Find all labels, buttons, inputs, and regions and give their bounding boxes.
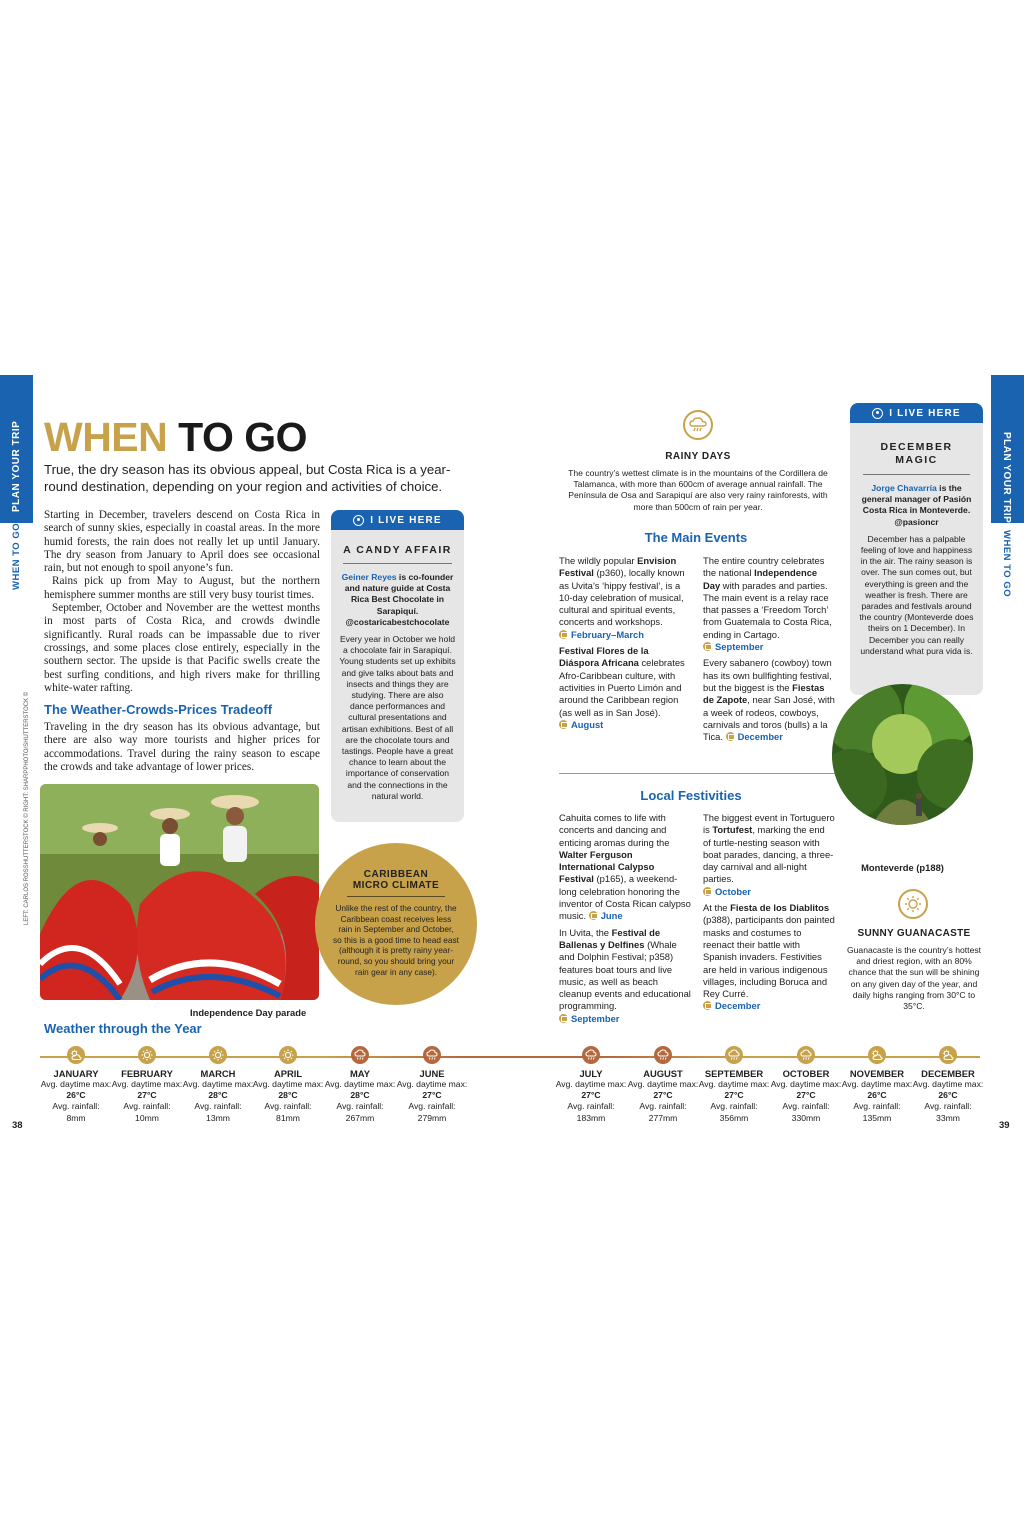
sun-cloud-icon	[67, 1046, 85, 1064]
left-tab-label: PLAN YOUR TRIP	[11, 420, 22, 512]
local-fest-heading: Local Festivities	[640, 788, 742, 803]
month-temp: Avg. daytime max: 27°C	[627, 1079, 699, 1101]
month-temp: Avg. daytime max: 26°C	[841, 1079, 913, 1101]
month-column	[182, 1046, 254, 1124]
page-number-right: 39	[999, 1120, 1010, 1131]
rain-cloud-icon	[797, 1046, 815, 1064]
month-rainfall: Avg. rainfall: 277mm	[639, 1101, 687, 1123]
monteverde-photo	[832, 684, 973, 825]
caribbean-circle	[315, 843, 477, 1005]
month-name: NOVEMBER	[849, 1068, 905, 1079]
december-box-header	[850, 403, 983, 423]
body-text	[44, 509, 320, 695]
month-rainfall: Avg. rainfall: 330mm	[782, 1101, 830, 1123]
month-column	[912, 1046, 984, 1124]
month-temp: Avg. daytime max: 28°C	[252, 1079, 324, 1101]
candy-box-person: Geiner Reyes	[341, 572, 397, 582]
sun-cloud-icon	[939, 1046, 957, 1064]
tradeoff-text: Traveling in the dry season has its obvious advantage, but there are also way more tourists and higher prices for accommodations. Travel during the rainy season to escape the crowds and take advantage of lower prices.	[44, 721, 320, 773]
month-name: APRIL	[273, 1068, 303, 1079]
rain-cloud-icon	[683, 410, 713, 440]
calendar-icon	[726, 732, 735, 741]
december-box-bar-label: I LIVE HERE	[889, 407, 961, 419]
calendar-icon	[703, 642, 712, 651]
december-box-bio-text: is the general manager of Pasión Costa Rica in Monteverde. @pasioncr	[861, 483, 972, 527]
rainy-days-text: The country’s wettest climate is in the mountains of the Cordillera de Talamanca, with more than 600cm of average annual rainfall. The Península de Osa and Sarapiquí are also very rainy rainforests, with more than 500cm of rain per year.	[568, 468, 828, 512]
month-rainfall: Avg. rainfall: 279mm	[408, 1101, 456, 1123]
candy-box-text: Every year in October we hold a chocolate fair in Sarapiquí. Young students set up exhibits and give talks about bats and insects and things they are studying. There are also dance performances and cultural presentations and artisan exhibitions. Best of all are the chocolate tours and tastings. People have a great chance to learn about the importance of conservation and the connections in the natural world.	[339, 634, 456, 801]
month-name: FEBRUARY	[121, 1068, 173, 1079]
title-part1: WHEN	[44, 414, 168, 460]
month-temp: Avg. daytime max: 27°C	[555, 1079, 627, 1101]
caribbean-title: CARIBBEAN MICRO CLIMATE	[352, 869, 440, 891]
main-events-col1	[559, 555, 691, 731]
rainy-days-title: RAINY DAYS	[665, 451, 731, 462]
section-divider	[559, 773, 835, 774]
left-tab-sublabel: WHEN TO GO	[11, 522, 22, 590]
event-item: The entire country celebrates the national Independence Day with parades and parties. The main event is a relay race that passes a ‘Freedom Torch’ from Guatemala to Costa Rica, ending in Cartago. September	[703, 555, 832, 653]
month-temp: Avg. daytime max: 28°C	[182, 1079, 254, 1101]
calendar-icon	[703, 1001, 712, 1010]
candy-box-bio-text: is co-founder and nature guide at Costa Rica Best Chocolate in Sarapiquí. @costaricabestchocolate	[344, 572, 454, 627]
rain-cloud-icon	[725, 1046, 743, 1064]
body-paragraph: Starting in December, travelers descend on Costa Rica in search of sunny skies, especially in coastal areas. In the more humid forests, the rain does not really let up until January. The dry season from January to April does see occasional rain, but not enough to spoil anyone’s fun.	[44, 509, 320, 575]
december-box-bio	[857, 483, 976, 528]
december-box-text: December has a palpable feeling of love and happiness in the air. The rainy season is over. The sun comes out, but everything is green and the weather is fresh. There are parades and festivals around the country (Monteverde does theirs on 1 December). In December you can really understand what pura vida is.	[859, 533, 974, 656]
month-name: JULY	[579, 1068, 603, 1079]
month-name: JUNE	[419, 1068, 445, 1079]
december-box-person: Jorge Chavarría	[871, 483, 937, 493]
calendar-icon	[559, 720, 568, 729]
event-item: Every sabanero (cowboy) town has its own bullfighting festival, but the biggest is the Fiestas de Zapote, near San José, with a week of rodeos, cowboys, carnivals and toros (bulls) a la Tica. December	[703, 657, 835, 743]
calendar-icon	[703, 887, 712, 896]
month-name: AUGUST	[643, 1068, 683, 1079]
right-tab-label: PLAN YOUR TRIP	[1001, 432, 1012, 524]
caribbean-divider	[347, 896, 445, 897]
december-magic-box	[850, 423, 983, 695]
calendar-icon	[559, 630, 568, 639]
event-item: The wildly popular Envision Festival (p360), locally known as Uvita’s ‘hippy festival’, is a 10-day celebration of musical, cultural and spiritual events, concerts and workshops. February–March	[559, 555, 685, 640]
calendar-icon	[559, 1014, 568, 1023]
candy-box-divider	[343, 563, 452, 564]
month-rainfall: Avg. rainfall: 13mm	[194, 1101, 242, 1123]
intro-text: True, the dry season has its obvious appeal, but Costa Rica is a year-round destination, depending on your region and activities of choice.	[44, 462, 451, 494]
weather-heading: Weather through the Year	[44, 1021, 202, 1036]
local-fest-col2	[703, 812, 835, 1013]
local-fest-col1	[559, 812, 691, 1025]
month-rainfall: Avg. rainfall: 356mm	[710, 1101, 758, 1123]
month-rainfall: Avg. rainfall: 8mm	[52, 1101, 100, 1123]
month-column	[111, 1046, 183, 1124]
month-rainfall: Avg. rainfall: 81mm	[264, 1101, 312, 1123]
month-temp: Avg. daytime max: 28°C	[324, 1079, 396, 1101]
month-column	[698, 1046, 770, 1124]
month-temp: Avg. daytime max: 26°C	[912, 1079, 984, 1101]
sun-icon	[898, 889, 928, 919]
location-pin-icon	[872, 408, 883, 419]
event-item: In Uvita, the Festival de Ballenas y Delfines (Whale and Dolphin Festival; p358) features boat tours and live music, as well as beach cleanup events and educational programming. September	[559, 926, 691, 1024]
event-item: Cahuita comes to life with concerts and dancing and enticing aromas during the Walter Ferguson International Calypso Festival (p165), a weekend-long celebration honoring the inventor of Costa Rican calypso music. June	[559, 812, 691, 922]
month-name: JANUARY	[53, 1068, 99, 1079]
rain-cloud-icon	[582, 1046, 600, 1064]
sun-cloud-icon	[868, 1046, 886, 1064]
december-box-title: DECEMBER MAGIC	[880, 441, 953, 466]
month-column	[555, 1046, 627, 1124]
month-name: SEPTEMBER	[704, 1068, 764, 1079]
month-column	[252, 1046, 324, 1124]
candy-box-header	[331, 510, 464, 530]
month-name: DECEMBER	[921, 1068, 975, 1079]
month-rainfall: Avg. rainfall: 135mm	[853, 1101, 901, 1123]
page-title	[44, 414, 307, 461]
month-rainfall: Avg. rainfall: 183mm	[567, 1101, 615, 1123]
forest-illustration	[832, 684, 973, 825]
month-name: MARCH	[200, 1068, 236, 1079]
month-rainfall: Avg. rainfall: 267mm	[336, 1101, 384, 1123]
month-column	[841, 1046, 913, 1124]
body-paragraph: September, October and November are the wettest months in most parts of Costa Rica, and crowds dwindle significantly. Rural roads can be impassable due to river crossings, and some places close entirely, especially in the southern sector. The upside is that Pacific swells create the best surfing conditions, and high rivers make for thrilling white-water rafting.	[44, 602, 320, 694]
page-number-left: 38	[12, 1120, 23, 1131]
body-paragraph: Rains pick up from May to August, but the northern hemisphere summer months are still very busy tourist times.	[44, 575, 320, 601]
month-temp: Avg. daytime max: 27°C	[698, 1079, 770, 1101]
right-tab-sublabel: WHEN TO GO	[1001, 530, 1012, 598]
candy-box-title: A CANDY AFFAIR	[343, 544, 452, 556]
location-pin-icon	[353, 515, 364, 526]
photo1-caption: Independence Day parade	[190, 1007, 307, 1018]
title-part2: TO GO	[178, 414, 308, 460]
photo2-caption: Monteverde (p188)	[861, 862, 944, 873]
dancers-illustration	[40, 784, 319, 1000]
rain-cloud-icon	[351, 1046, 369, 1064]
sun-icon	[209, 1046, 227, 1064]
independence-day-photo	[40, 784, 319, 1000]
month-temp: Avg. daytime max: 27°C	[111, 1079, 183, 1101]
month-rainfall: Avg. rainfall: 10mm	[123, 1101, 171, 1123]
main-events-col2	[703, 555, 835, 743]
month-column	[627, 1046, 699, 1124]
rain-cloud-icon	[423, 1046, 441, 1064]
photo-credit: LEFT: CARLOS ROSSHUTTERSTOCK © RIGHT: SHARPPHOTO/SHUTTERSTOCK ©	[24, 691, 30, 925]
sun-icon	[138, 1046, 156, 1064]
month-temp: Avg. daytime max: 27°C	[770, 1079, 842, 1101]
month-rainfall: Avg. rainfall: 33mm	[924, 1101, 972, 1123]
caribbean-text: Unlike the rest of the country, the Caribbean coast receives less rain in September and October, so this is a good time to head east (although it is pretty rainy year-round, so you should bring your rain gear in any case).	[333, 903, 459, 977]
candy-box-bio	[339, 572, 456, 628]
candy-box-bar-label: I LIVE HERE	[370, 514, 442, 526]
sun-icon	[279, 1046, 297, 1064]
event-item: At the Fiesta de los Diablitos (p388), participants don painted masks and costumes to reenact their battle with Spanish invaders. Festivities are held in various indigenous villages, including Boruca and Rey Curré. December	[703, 902, 835, 1012]
calendar-icon	[589, 911, 598, 920]
month-column	[40, 1046, 112, 1124]
event-item: Festival Flores de la Diáspora Africana celebrates Afro-Caribbean culture, with activities in Puerto Limón and around the Caribbean region (as well as in San José). August	[559, 645, 685, 730]
rain-cloud-icon	[654, 1046, 672, 1064]
event-item: The biggest event in Tortuguero is Tortufest, marking the end of turtle-nesting season with boat parades, dancing, a three-day carnival and all-night parties. October	[703, 812, 835, 897]
tradeoff-heading: The Weather-Crowds-Prices Tradeoff	[44, 702, 273, 717]
guanacaste-text: Guanacaste is the country’s hottest and driest region, with an 80% chance that the sun will be shining on any given day of the year, and daily highs ranging from 30°C to 35°C.	[846, 945, 982, 1012]
month-temp: Avg. daytime max: 27°C	[396, 1079, 468, 1101]
month-column	[324, 1046, 396, 1124]
month-temp: Avg. daytime max: 26°C	[40, 1079, 112, 1101]
month-name: OCTOBER	[782, 1068, 830, 1079]
month-name: MAY	[350, 1068, 370, 1079]
main-events-heading: The Main Events	[644, 530, 748, 545]
guanacaste-title: SUNNY GUANACASTE	[857, 928, 971, 939]
month-column	[770, 1046, 842, 1124]
month-column	[396, 1046, 468, 1124]
candy-affair-box	[331, 530, 464, 822]
december-box-divider	[863, 474, 970, 475]
